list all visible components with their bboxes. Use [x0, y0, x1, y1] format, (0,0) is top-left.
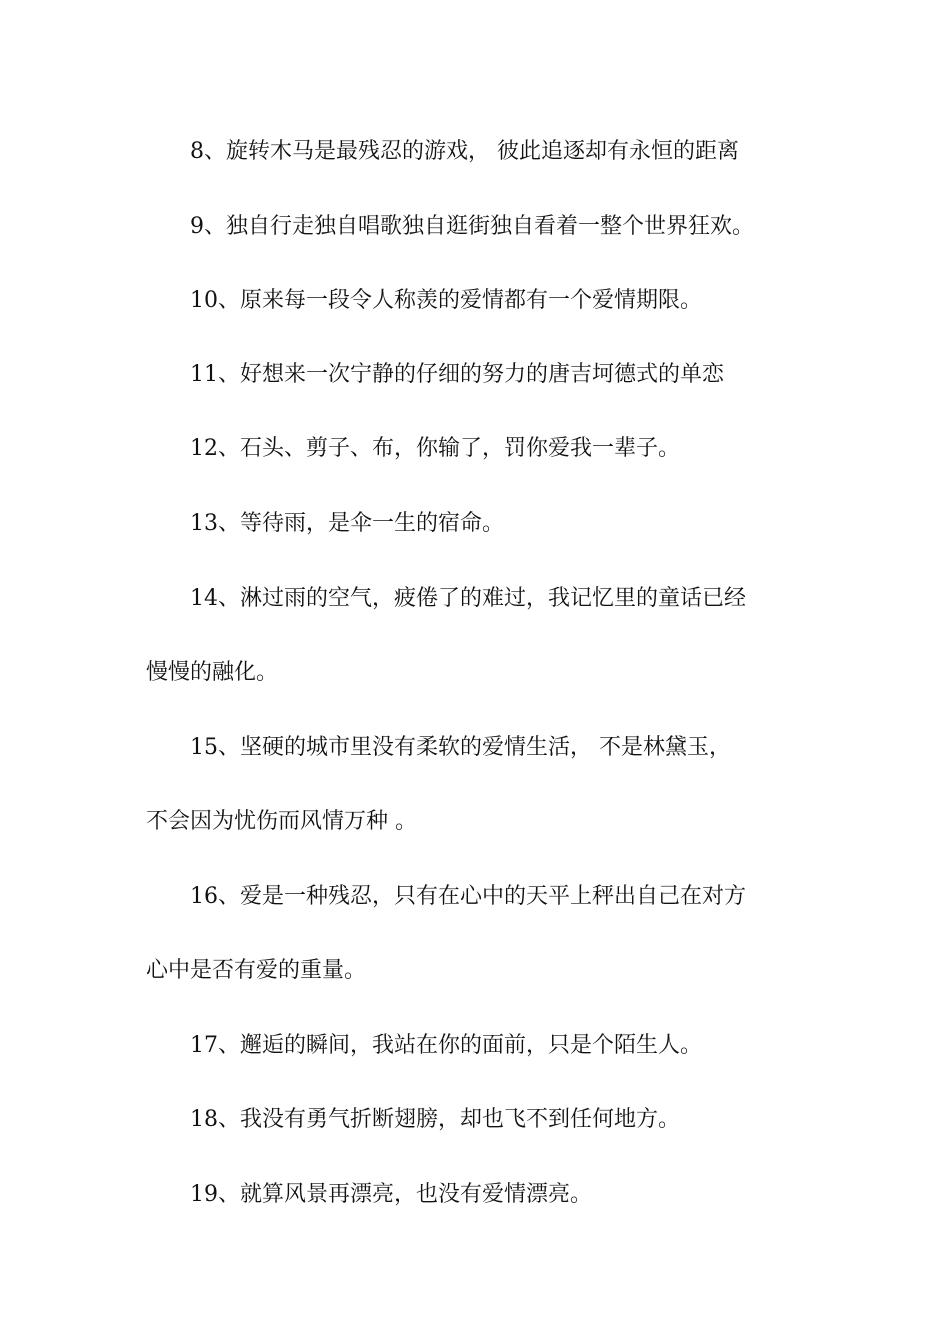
line-15: 15、坚硬的城市里没有柔软的爱情生活， 不是林黛玉， — [190, 735, 731, 760]
line-8: 8、旋转木马是最残忍的游戏， 彼此追逐却有永恒的距离 — [190, 139, 739, 164]
line-9: 9、独自行走独自唱歌独自逛街独自看着一整个世界狂欢。 — [190, 214, 754, 239]
line-14-continued: 慢慢的融化。 — [146, 660, 279, 685]
line-11: 11、好想来一次宁静的仔细的努力的唐吉坷德式的单恋 — [190, 362, 724, 387]
line-12: 12、石头、剪子、布，你输了，罚你爱我一辈子。 — [190, 436, 680, 461]
line-16-continued: 心中是否有爱的重量。 — [146, 958, 367, 983]
line-18: 18、我没有勇气折断翅膀，却也飞不到任何地方。 — [190, 1107, 680, 1132]
line-16: 16、爱是一种残忍，只有在心中的天平上秤出自己在对方 — [190, 884, 746, 909]
line-13: 13、等待雨，是伞一生的宿命。 — [190, 511, 504, 536]
line-17: 17、邂逅的瞬间，我站在你的面前，只是个陌生人。 — [190, 1033, 702, 1058]
line-19: 19、就算风景再漂亮，也没有爱情漂亮。 — [190, 1182, 592, 1207]
line-10: 10、原来每一段令人称羡的爱情都有一个爱情期限。 — [190, 288, 702, 313]
line-15-continued: 不会因为忧伤而风情万种 。 — [146, 809, 417, 834]
line-14: 14、淋过雨的空气，疲倦了的难过，我记忆里的童话已经 — [190, 586, 746, 611]
